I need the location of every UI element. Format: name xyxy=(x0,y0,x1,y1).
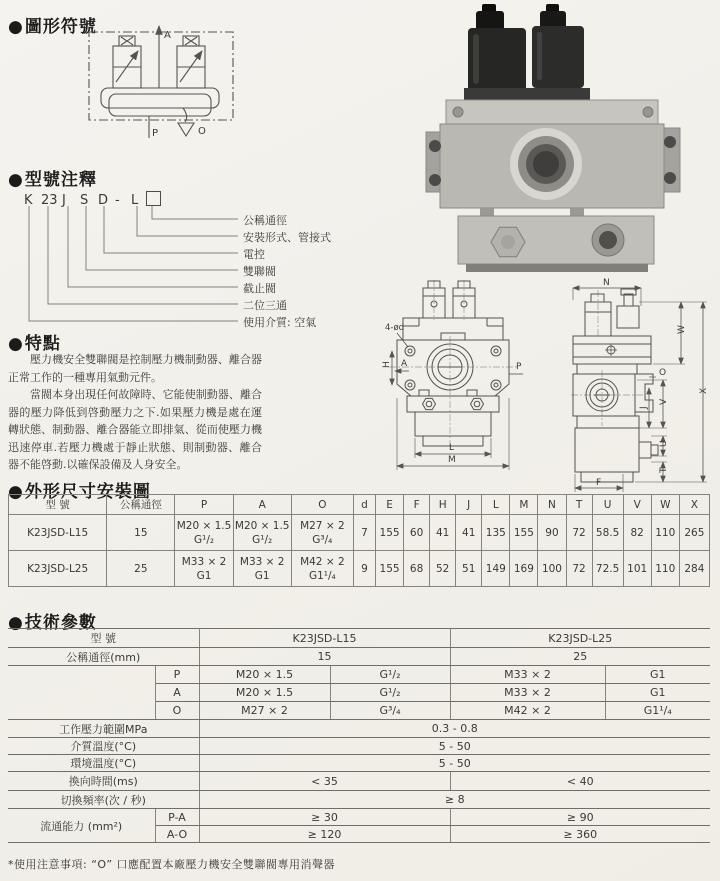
dim-label-f: F xyxy=(596,478,602,488)
dim-cell: 155 xyxy=(376,515,404,551)
cell-line: G³/₄ xyxy=(312,533,333,546)
dim-cell-o xyxy=(291,551,353,587)
tech-value-l15: ≥ 120 xyxy=(199,826,450,843)
solenoid-coils xyxy=(464,4,590,100)
dim-header-cell: E xyxy=(376,495,404,515)
dim-cell: 155 xyxy=(510,515,538,551)
dim-label-w: W xyxy=(677,325,687,334)
tech-value-l25: < 40 xyxy=(450,772,710,791)
dim-cell: 101 xyxy=(623,551,651,587)
dim-cell-model: K23JSD-L15 xyxy=(9,515,107,551)
model-code-char: L xyxy=(131,193,139,208)
tech-flow-key: A-O xyxy=(155,826,199,843)
cell-line: G¹/₂ xyxy=(252,533,273,546)
dim-header-cell: N xyxy=(538,495,566,515)
section-title-text: 圖形符號 xyxy=(24,17,97,37)
model-code-char: 23 xyxy=(41,193,58,208)
cell-line: G1 xyxy=(196,569,212,582)
tech-row-switch-time xyxy=(8,772,710,791)
cell-line: G1 xyxy=(254,569,270,582)
tech-label: 介質溫度(°C) xyxy=(8,738,199,755)
tech-port-key: P xyxy=(155,666,199,684)
dim-cell: 58.5 xyxy=(592,515,623,551)
usage-note: *使用注意事項: “O” 口應配置本廠壓力機安全雙聯閥專用消聲器 xyxy=(8,858,336,871)
dim-cell: 155 xyxy=(376,551,404,587)
dim-cell: 41 xyxy=(456,515,482,551)
dim-header-cell: X xyxy=(679,495,709,515)
tech-port-g: G1 xyxy=(605,684,710,702)
model-label: 雙聯閥 xyxy=(243,265,276,278)
cell-line: G¹/₂ xyxy=(193,533,215,546)
tech-port-thread: M20 × 1.5 xyxy=(199,666,330,684)
model-code-box xyxy=(146,191,161,206)
dim-cell: 82 xyxy=(623,515,651,551)
tech-label: 工作壓力範圍MPa xyxy=(8,720,199,738)
dim-header-cell: 型 號 xyxy=(9,495,107,515)
tech-value-l25: K23JSD-L25 xyxy=(450,629,710,648)
dim-header-cell: J xyxy=(456,495,482,515)
section-title-text: 特點 xyxy=(24,334,61,354)
dim-label-t: T xyxy=(659,467,669,473)
model-label: 使用介質: 空氣 xyxy=(243,316,317,329)
bullet-icon: ● xyxy=(8,334,24,354)
dim-cell-p xyxy=(175,515,233,551)
features-text xyxy=(8,351,262,474)
tech-port-thread: M42 × 2 xyxy=(450,702,605,720)
tech-port-thread: M33 × 2 xyxy=(450,666,605,684)
tech-row-ambient-temp xyxy=(8,755,710,772)
tech-label: 公稱通徑(mm) xyxy=(8,648,199,666)
dim-label-m: M xyxy=(448,455,456,465)
tech-row-flow xyxy=(8,809,710,826)
dim-header-cell: A xyxy=(233,495,291,515)
dim-label-v: V xyxy=(659,398,669,405)
dim-cell: 72 xyxy=(566,515,592,551)
dim-label-o: O xyxy=(659,368,667,378)
dim-header-cell: V xyxy=(623,495,651,515)
dim-cell: 90 xyxy=(538,515,566,551)
tech-value: 5 - 50 xyxy=(199,738,710,755)
bullet-icon: ● xyxy=(8,482,24,502)
tech-value: ≥ 8 xyxy=(199,791,710,809)
pneumatic-symbol-diagram xyxy=(55,22,255,144)
tech-port-thread: M27 × 2 xyxy=(199,702,330,720)
model-label: 公稱通徑 xyxy=(243,214,287,227)
cell-line: M20 × 1.5 xyxy=(176,519,232,532)
tech-params-table xyxy=(8,628,710,843)
tech-port-g: G³/₄ xyxy=(330,702,450,720)
dim-label-n: N xyxy=(603,278,610,288)
model-code-char: - xyxy=(115,193,120,208)
dim-cell: 52 xyxy=(430,551,456,587)
dim-cell: 169 xyxy=(510,551,538,587)
tech-row-port xyxy=(8,666,710,684)
tech-label: 流通能力 (mm²) xyxy=(8,809,155,843)
tech-port-key: O xyxy=(155,702,199,720)
features-paragraph: 壓力機安全雙聯閥是控制壓力機制動器、離合器正常工作的一種專用氣動元件。 xyxy=(8,353,262,384)
product-photo xyxy=(420,4,715,276)
cell-line: M33 × 2 xyxy=(181,555,227,568)
model-label: 截止閥 xyxy=(243,282,276,295)
dim-label-u: U xyxy=(659,440,669,447)
dim-cell-o xyxy=(291,515,353,551)
model-code-connector-lines xyxy=(20,206,245,328)
dim-label-j: J xyxy=(639,406,649,409)
dim-cell: 41 xyxy=(430,515,456,551)
model-code-char: D xyxy=(98,193,109,208)
tech-row-medium-temp xyxy=(8,738,710,755)
model-code-char: J xyxy=(62,193,66,208)
tech-label: 環境溫度(°C) xyxy=(8,755,199,772)
dim-data-row xyxy=(9,551,710,587)
tech-label: 型 號 xyxy=(8,629,199,648)
tech-value-l15: 15 xyxy=(199,648,450,666)
bullet-icon: ● xyxy=(8,17,24,37)
dim-header-cell: M xyxy=(510,495,538,515)
dim-cell-dn: 15 xyxy=(107,515,175,551)
port-a-label: A xyxy=(164,30,171,41)
dim-cell: 60 xyxy=(404,515,430,551)
dim-cell-dn: 25 xyxy=(107,551,175,587)
dim-header-cell: P xyxy=(175,495,233,515)
tech-value-l25: ≥ 360 xyxy=(450,826,710,843)
dim-cell: 149 xyxy=(482,551,510,587)
tech-value-l15: < 35 xyxy=(199,772,450,791)
dim-cell: 284 xyxy=(679,551,709,587)
tech-port-g: G1¹/₄ xyxy=(605,702,710,720)
tech-port-thread: M20 × 1.5 xyxy=(199,684,330,702)
tech-value: 0.3 - 0.8 xyxy=(199,720,710,738)
section-title-model xyxy=(8,165,97,190)
cell-line: M20 × 1.5 xyxy=(234,519,290,532)
section-title-text: 技術參數 xyxy=(24,613,97,633)
tech-value-l25: ≥ 90 xyxy=(450,809,710,826)
cell-line: M42 × 2 xyxy=(300,555,345,568)
dim-label-p: P xyxy=(516,362,522,372)
dim-data-row xyxy=(9,515,710,551)
dim-label-a: A xyxy=(401,359,408,369)
dim-cell: 135 xyxy=(482,515,510,551)
tech-row-dn xyxy=(8,648,710,666)
tech-label: 切換頻率(次 / 秒) xyxy=(8,791,199,809)
model-label: 電控 xyxy=(243,248,265,261)
dim-cell: 265 xyxy=(679,515,709,551)
dim-cell: 110 xyxy=(651,515,679,551)
tech-row-frequency xyxy=(8,791,710,809)
cell-line: M33 × 2 xyxy=(239,555,285,568)
tech-value-l25: 25 xyxy=(450,648,710,666)
dim-header-cell: T xyxy=(566,495,592,515)
dim-label-x: X xyxy=(699,387,709,394)
dim-label-h: H xyxy=(382,361,392,368)
dim-cell: 72 xyxy=(566,551,592,587)
model-code-char: K xyxy=(24,193,33,208)
tech-port-key: A xyxy=(155,684,199,702)
side-view xyxy=(573,288,707,492)
dim-header-cell: F xyxy=(404,495,430,515)
bullet-icon: ● xyxy=(8,170,24,190)
dim-cell: 9 xyxy=(353,551,375,587)
dim-header-cell: W xyxy=(651,495,679,515)
dim-cell-model: K23JSD-L25 xyxy=(9,551,107,587)
dim-cell-a xyxy=(233,515,291,551)
dim-label-l: L xyxy=(449,443,455,453)
tech-value-l15: ≥ 30 xyxy=(199,809,450,826)
model-label: 二位三通 xyxy=(243,299,287,312)
dim-header-cell: d xyxy=(353,495,375,515)
dim-cell: 7 xyxy=(353,515,375,551)
dim-header-cell: H xyxy=(430,495,456,515)
section-title-text: 型號注釋 xyxy=(24,170,97,190)
tech-blank xyxy=(8,666,155,720)
tech-value: 5 - 50 xyxy=(199,755,710,772)
tech-value-l15: K23JSD-L15 xyxy=(199,629,450,648)
tech-port-thread: M33 × 2 xyxy=(450,684,605,702)
dimension-drawings xyxy=(383,278,720,496)
dim-header-cell: L xyxy=(482,495,510,515)
dim-header-cell: 公稱通徑 xyxy=(107,495,175,515)
tech-port-g: G¹/₂ xyxy=(330,666,450,684)
dim-header-row xyxy=(9,495,710,515)
model-label: 安裝形式、管接式 xyxy=(243,231,331,244)
tech-port-g: G¹/₂ xyxy=(330,684,450,702)
dimensions-table xyxy=(8,494,710,587)
model-code-char: S xyxy=(80,193,89,208)
dim-cell-p xyxy=(175,551,233,587)
dim-header-cell: O xyxy=(291,495,353,515)
tech-row-pressure xyxy=(8,720,710,738)
dim-cell: 110 xyxy=(651,551,679,587)
port-o-label: O xyxy=(198,126,206,137)
valve-body xyxy=(426,100,680,272)
dim-header-cell: U xyxy=(592,495,623,515)
front-view xyxy=(392,281,523,470)
dim-label-holes: 4-ød xyxy=(385,323,405,333)
bullet-icon: ● xyxy=(8,613,24,633)
cell-line: G1¹/₄ xyxy=(308,569,336,582)
tech-flow-key: P-A xyxy=(155,809,199,826)
tech-port-g: G1 xyxy=(605,666,710,684)
port-p-label: P xyxy=(152,128,159,139)
dim-cell: 68 xyxy=(404,551,430,587)
dim-cell-a xyxy=(233,551,291,587)
tech-row-model xyxy=(8,629,710,648)
dim-cell: 51 xyxy=(456,551,482,587)
tech-label: 換向時間(ms) xyxy=(8,772,199,791)
cell-line: M27 × 2 xyxy=(300,519,345,532)
dim-cell: 100 xyxy=(538,551,566,587)
features-paragraph: 當閥本身出現任何故障時、它能使制動器、離合器的壓力降低到啓動壓力之下.如果壓力機是處在運轉狀態、制動器、離合器能立即排氣、從而使壓力機迅速停車.若壓力機處于靜止狀態、則制動器、離合器不能啓動.以確保設備及人身安全。 xyxy=(8,388,262,471)
dim-cell: 72.5 xyxy=(592,551,623,587)
section-title-text: 外形尺寸安裝圖 xyxy=(24,482,151,502)
